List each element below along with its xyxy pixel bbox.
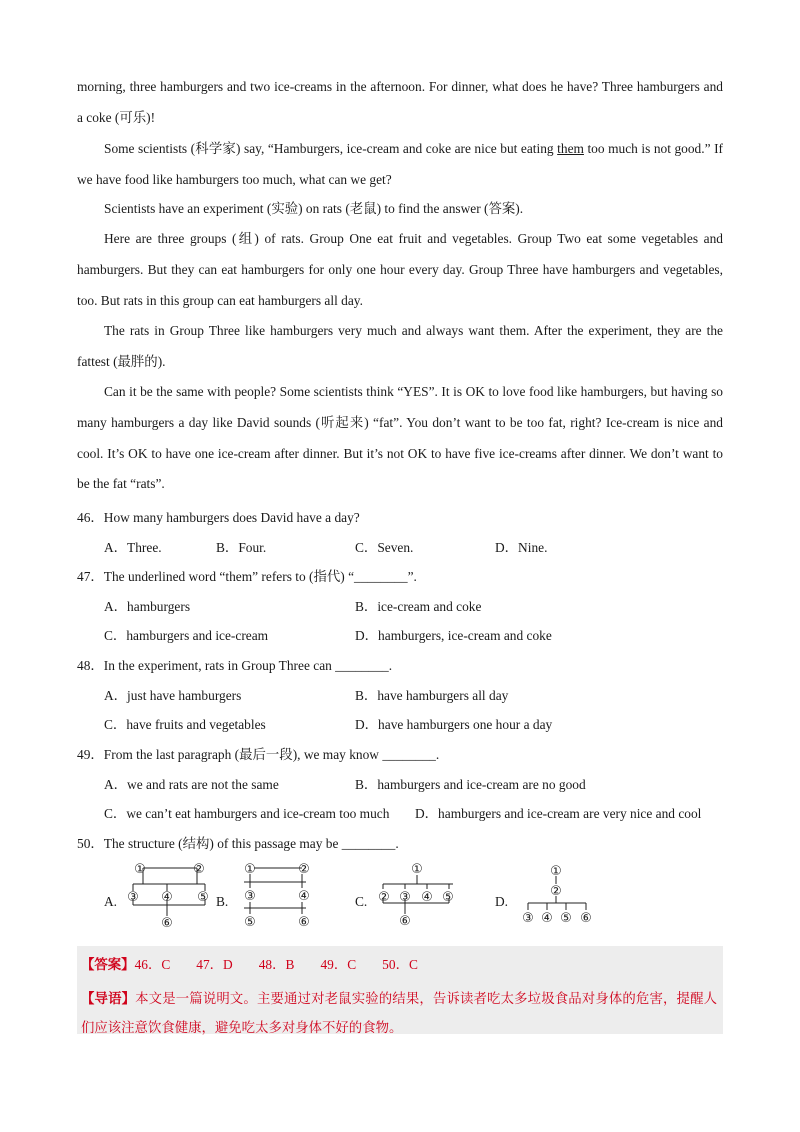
diagram-d-node-3: ③ (522, 911, 534, 926)
question-46-option-d: D．Nine. (495, 540, 548, 555)
passage-paragraph-2 (77, 134, 723, 196)
diagram-a-node-4: ④ (161, 890, 173, 905)
answer-item-48: 48．B (258, 957, 295, 972)
question-46-option-b: B．Four. (216, 540, 267, 555)
question-50-option-a: A. (104, 894, 118, 909)
diagram-b-node-1: ① (244, 862, 256, 877)
question-46-option-a: A．Three. (104, 540, 162, 555)
paragraph-2-text-b: too much is not good.” If we have food like hamburgers too much, what can we get? (77, 141, 723, 187)
passage-paragraph-1: morning, three hamburgers and two ice-creams in the afternoon. For dinner, what does he have? Three hamburgers and a coke (可乐)! (77, 79, 723, 125)
diagram-a-node-1: ① (134, 862, 146, 877)
question-46-stem: 46．How many hamburgers does David have a day? (77, 510, 360, 525)
guide-content: 本文是一篇说明文。主要通过对老鼠实验的结果，告诉读者吃太多垃圾食品对身体的危害，提醒人们应该注意饮食健康，避免吃太多对身体不好的食物。 (81, 991, 717, 1035)
question-49-option-d: D．hamburgers and ice-cream are very nice and cool (415, 806, 702, 821)
question-47-option-a: A．hamburgers (104, 599, 191, 614)
paragraph-2-text-a: Some scientists (科学家) say, “Hamburgers, ice-cream and coke are nice but eating (104, 141, 558, 156)
diagram-a-node-5: ⑤ (197, 890, 209, 905)
question-49-option-a: A．we and rats are not the same (104, 777, 279, 792)
diagram-a-node-3: ③ (127, 890, 139, 905)
question-48-option-c: C．have fruits and vegetables (104, 717, 266, 732)
answer-section (77, 946, 723, 1034)
underlined-word-them: them (557, 141, 584, 156)
diagram-b-node-4: ④ (298, 889, 310, 904)
passage-paragraph-4: Here are three groups (组) of rats. Group One eat fruit and vegetables. Group Two eat some vegetables and hamburgers. But they can eat hamburgers for only one hour every day. Group Three have hamburgers and vegetables, too. But rats in this group can eat hamburgers all day. (77, 231, 723, 308)
guide-label: 【导语】 (81, 991, 136, 1006)
diagram-c-node-4: ④ (421, 890, 433, 905)
answer-item-49: 49．C (320, 957, 357, 972)
diagram-b-node-6: ⑥ (298, 915, 310, 930)
answer-item-47: 47．D (196, 957, 233, 972)
question-47-option-c: C．hamburgers and ice-cream (104, 628, 269, 643)
question-48-option-a: A．just have hamburgers (104, 688, 242, 703)
question-50-option-d: D. (495, 894, 509, 909)
answer-label: 【答案】 (81, 957, 135, 972)
answer-item-46: 46．C (134, 957, 171, 972)
diagram-d-node-2: ② (550, 884, 562, 899)
question-47-option-d: D．hamburgers, ice-cream and coke (355, 628, 552, 643)
question-50-stem: 50．The structure (结构) of this passage may be ________. (77, 836, 399, 851)
structure-diagram-c (377, 858, 459, 932)
diagram-d-node-4: ④ (541, 911, 553, 926)
question-46-option-c: C．Seven. (355, 540, 414, 555)
diagram-b-node-2: ② (298, 862, 310, 877)
question-49-stem: 49．From the last paragraph (最后一段), we may know ________. (77, 747, 440, 762)
answer-item-50: 50．C (382, 957, 418, 972)
diagram-a-node-6: ⑥ (161, 916, 173, 931)
structure-diagram-a (127, 858, 215, 932)
passage-paragraph-3: Scientists have an experiment (实验) on rats (老鼠) to find the answer (答案). (104, 201, 524, 216)
structure-diagram-b (240, 858, 320, 932)
diagram-c-node-1: ① (411, 862, 423, 877)
structure-diagram-d (520, 862, 600, 926)
question-47-stem: 47．The underlined word “them” refers to (指代) “________”. (77, 569, 417, 584)
question-50-option-c: C. (355, 894, 368, 909)
diagram-d-node-1: ① (550, 864, 562, 879)
question-48-option-b: B．have hamburgers all day (355, 688, 509, 703)
passage-paragraph-5: The rats in Group Three like hamburgers very much and always want them. After the experiment, they are the fattest (最胖的). (77, 323, 723, 369)
question-48-stem: 48．In the experiment, rats in Group Three can ________. (77, 658, 393, 673)
diagram-b-node-3: ③ (244, 889, 256, 904)
question-47-option-b: B．ice-cream and coke (355, 599, 482, 614)
diagram-c-node-6: ⑥ (399, 914, 411, 929)
diagram-d-node-6: ⑥ (580, 911, 592, 926)
question-50-option-b: B. (216, 894, 229, 909)
question-49-option-c: C．we can’t eat hamburgers and ice-cream too much (104, 806, 390, 821)
diagram-c-node-3: ③ (399, 890, 411, 905)
answer-key-line (81, 954, 418, 973)
question-49-option-b: B．hamburgers and ice-cream are no good (355, 777, 586, 792)
diagram-a-node-2: ② (193, 862, 205, 877)
diagram-b-node-5: ⑤ (244, 915, 256, 930)
diagram-d-node-5: ⑤ (560, 911, 572, 926)
passage-paragraph-6: Can it be the same with people? Some scientists think “YES”. It is OK to love food like hamburgers, but having so many hamburgers a day like David sounds (听起来) “fat”. You don’t want to be too fat, right? Ice-cream is nice and cool. It’s OK to have one ice-cream after dinner. But it’s not OK to have five ice-creams after dinner. We don’t want to be the fat “rats”. (77, 384, 723, 492)
guide-text (81, 984, 717, 1042)
diagram-c-node-2: ② (378, 890, 390, 905)
diagram-c-node-5: ⑤ (442, 890, 454, 905)
question-48-option-d: D．have hamburgers one hour a day (355, 717, 553, 732)
